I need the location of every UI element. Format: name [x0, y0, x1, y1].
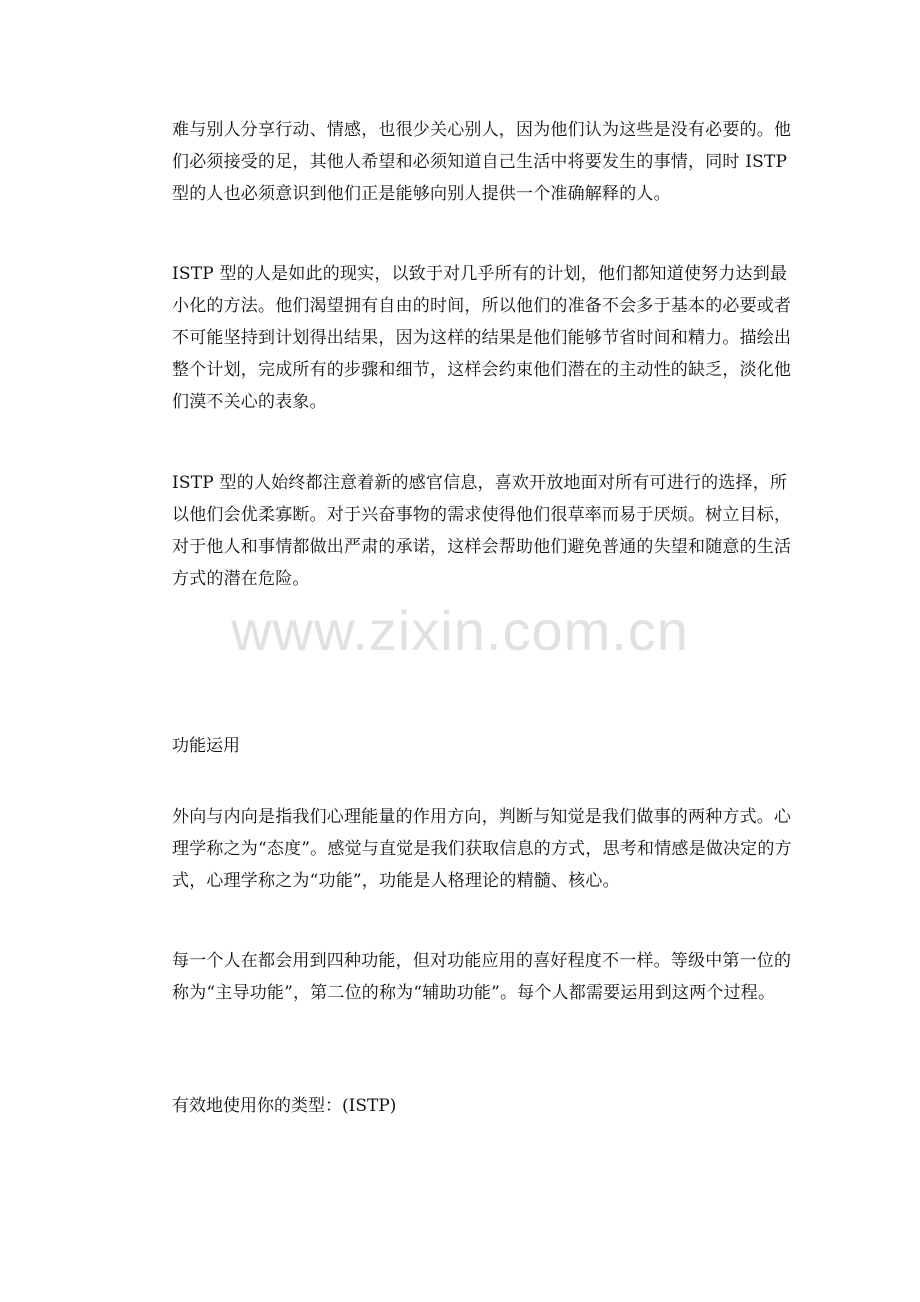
watermark: www.zixin.com.cn [231, 599, 689, 662]
paragraph-realism: ISTP 型的人是如此的现实，以致于对几乎所有的计划，他们都知道使努力达到最小化的方法。他们渴望拥有自由的时间，所以他们的准备不会多于基本的必要或者不可能坚持到计划得出结果，因为这样的结果是他们能够节省时间和精力。描绘出整个计划，完成所有的步骤和细节，这样会约束他们潜在的主动性的缺乏，淡化他们漠不关心的表象。 [172, 264, 792, 412]
section-heading: 功能运用 [172, 736, 240, 756]
paragraph-communication: 难与别人分享行动、情感，也很少关心别人，因为他们认为这些是没有必要的。他们必须接受的足，其他人希望和必须知道自己生活中将要发生的事情，同时 ISTP 型的人也必须意识到他们正是能够向别人提供一个准确解释的人。 [172, 120, 792, 204]
closing-heading: 有效地使用你的类型：(ISTP) [172, 1096, 397, 1116]
paragraph-dominant: 每一个人在都会用到四种功能，但对功能应用的喜好程度不一样。等级中第一位的称为“主导功能”，第二位的称为“辅助功能”。每个人都需要运用到这两个过程。 [172, 951, 792, 1003]
paragraph-functions: 外向与内向是指我们心理能量的作用方向，判断与知觉是我们做事的两种方式。心理学称之为“态度”。感觉与直觉是我们获取信息的方式，思考和情感是做决定的方式，心理学称之为“功能”，功能是人格理论的精髓、核心。 [172, 807, 792, 891]
paragraph-sensory: ISTP 型的人始终都注意着新的感官信息，喜欢开放地面对所有可进行的选择，所以他们会优柔寡断。对于兴奋事物的需求使得他们很草率而易于厌烦。树立目标，对于他人和事情都做出严肃的承诺，这样会帮助他们避免普通的失望和随意的生活方式的潜在危险。 [172, 473, 792, 589]
